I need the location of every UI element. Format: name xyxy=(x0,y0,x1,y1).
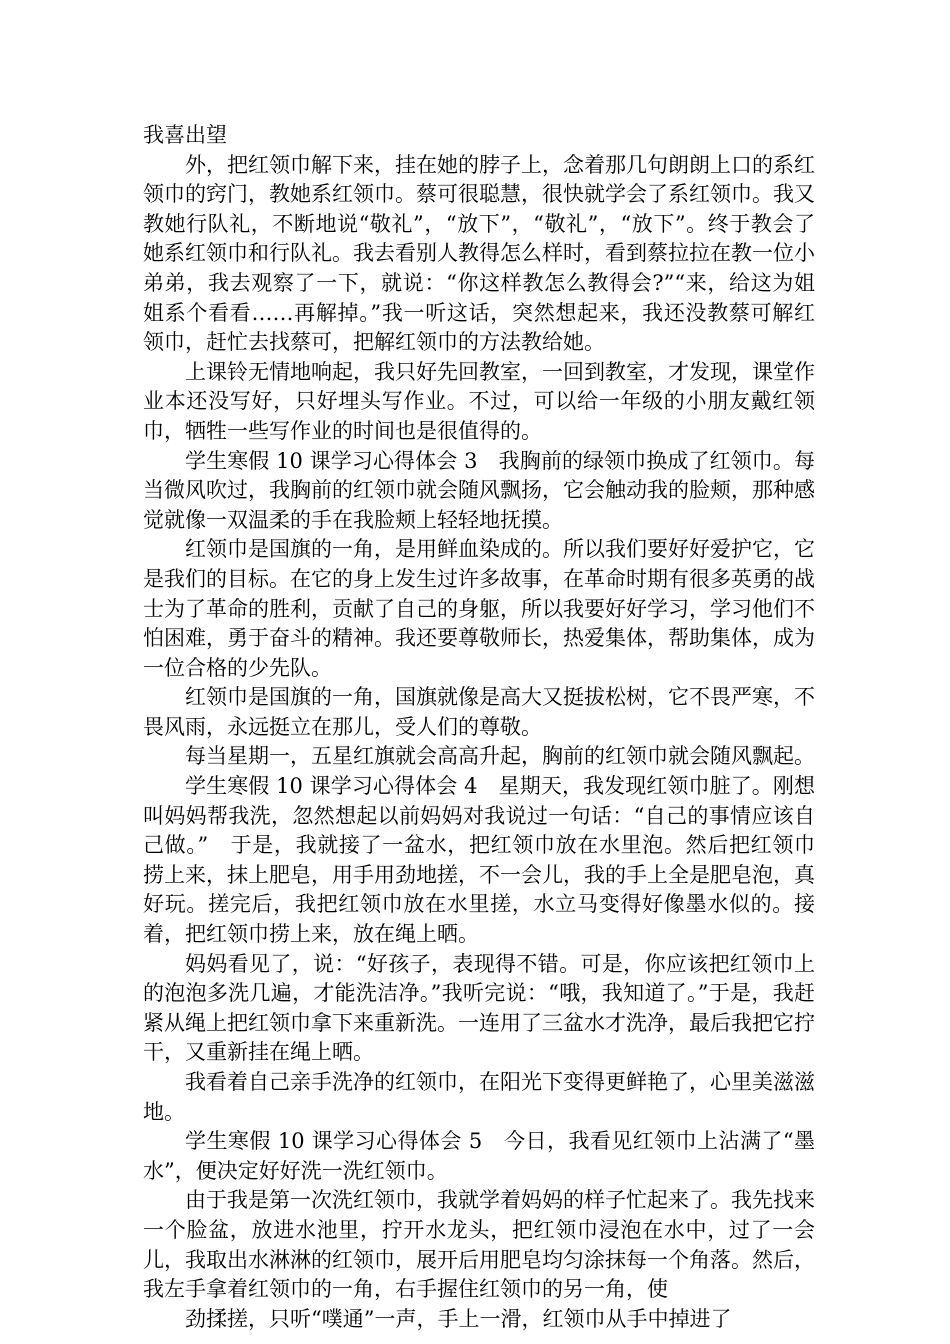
paragraph-8: 学生寒假 10 课学习心得体会 4 星期天，我发现红领巾脏了。刚想叫妈妈帮我洗，忽然想起以前妈妈对我说过一句话：“自己的事情应该自己做。” 于是，我就接了一盆水，把红领巾放在水里泡。然后把红领巾捞上来，抹上肥皂，用手用劲地搓，不一会儿，我的手上全是肥皂泡，真好玩。搓完后，我把红领巾放在水里搓，水立马变得好像墨水似的。接着，把红领巾捞上来，放在绳上晒。 xyxy=(143,774,815,947)
paragraph-7: 每当星期一，五星红旗就会高高升起，胸前的红领巾就会随风飘起。 xyxy=(185,744,815,769)
paragraph-11: 学生寒假 10 课学习心得体会 5 今日，我看见红领巾上沾满了“墨水”，便决定好好洗一洗红领巾。 xyxy=(143,1129,815,1183)
paragraph-9: 妈妈看见了，说：“好孩子，表现得不错。可是，你应该把红领巾上的泡泡多洗几遍，才能洗洁净。”我听完说：“哦，我知道了。”于是，我赶紧从绳上把红领巾拿下来重新洗。一连用了三盆水才洗净，最后我把它拧干，又重新挂在绳上晒。 xyxy=(143,951,815,1065)
paragraph-2: 外，把红领巾解下来，挂在她的脖子上，念着那几句朗朗上口的系红领巾的窍门，教她系红领巾。蔡可很聪慧，很快就学会了系红领巾。我又教她行队礼，不断地说“敬礼”，“放下”，“敬礼”，“放下”。终于教会了她系红领巾和行队礼。我去看别人教得怎么样时，看到蔡拉拉在教一位小弟弟，我去观察了一下，就说：“你这样教怎么教得会?”“来，给这为姐姐系个看看……再解掉。”我一听这话，突然想起来，我还没教蔡可解红领巾，赶忙去找蔡可，把解红领巾的方法教给她。 xyxy=(143,152,815,355)
paragraph-4: 学生寒假 10 课学习心得体会 3 我胸前的绿领巾换成了红领巾。每当微风吹过，我胸前的红领巾就会随风飘扬，它会触动我的脸颊，那种感觉就像一双温柔的手在我脸颊上轻轻地抚摸。 xyxy=(143,448,815,532)
paragraph-5: 红领巾是国旗的一角，是用鲜血染成的。所以我们要好好爱护它，它是我们的目标。在它的身上发生过许多故事，在革命时期有很多英勇的战士为了革命的胜利，贡献了自己的身躯，所以我要好好学习，学习他们不怕困难，勇于奋斗的精神。我还要尊敬师长，热爱集体，帮助集体，成为一位合格的少先队。 xyxy=(143,537,815,680)
paragraph-1: 我喜出望 xyxy=(143,123,227,147)
document-body xyxy=(143,121,815,1334)
paragraph-6: 红领巾是国旗的一角，国旗就像是高大又挺拔松树，它不畏严寒，不畏风雨，永远挺立在那儿，受人们的尊敬。 xyxy=(143,685,815,739)
paragraph-10: 我看着自己亲手洗净的红领巾，在阳光下变得更鲜艳了，心里美滋滋地。 xyxy=(143,1070,815,1124)
paragraph-3: 上课铃无情地响起，我只好先回教室，一回到教室，才发现，课堂作业本还没写好，只好埋头写作业。不过，可以给一年级的小朋友戴红领巾，牺牲一些写作业的时间也是很值得的。 xyxy=(143,359,815,443)
paragraph-13: 劲揉搓，只听“噗通”一声，手上一滑，红领巾从手中掉进了 xyxy=(185,1306,732,1331)
paragraph-12: 由于我是第一次洗红领巾，我就学着妈妈的样子忙起来了。我先找来一个脸盆，放进水池里，拧开水龙头，把红领巾浸泡在水中，过了一会儿，我取出水淋淋的红领巾，展开后用肥皂均匀涂抹每一个角落。然后，我左手拿着红领巾的一角，右手握住红领巾的另一角，使 xyxy=(143,1188,815,1302)
